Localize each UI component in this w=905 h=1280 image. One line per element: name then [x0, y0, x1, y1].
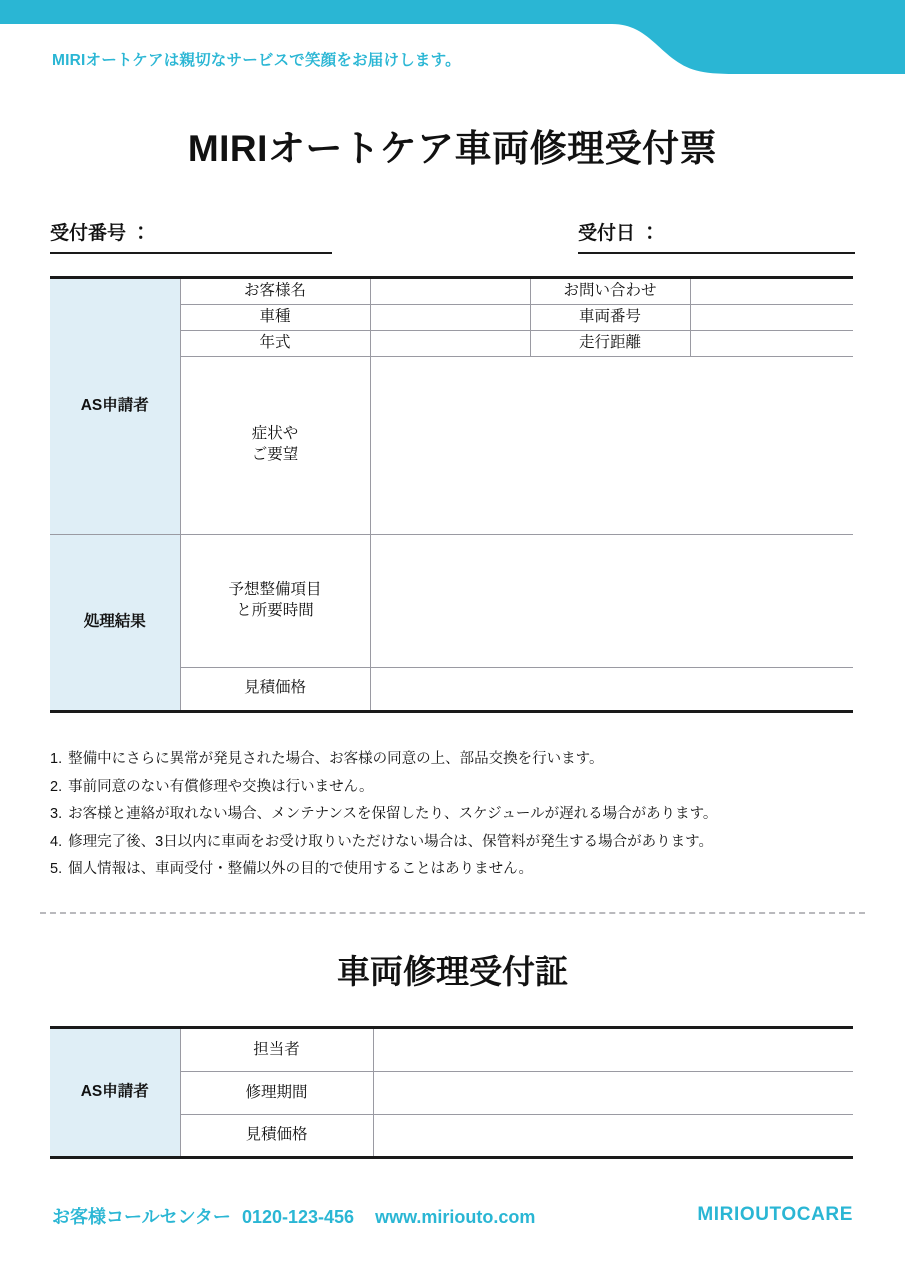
list-item — [50, 807, 870, 822]
label-symptom-line2: ご要望 — [251, 446, 299, 464]
header-tagline: MIRIオートケアは親切なサービスで笑顔をお届けします。 — [52, 52, 461, 69]
value-model-year[interactable] — [370, 330, 530, 356]
label-receipt-estimate-price: 見積価格 — [180, 1115, 373, 1158]
value-expected-work[interactable] — [370, 534, 853, 667]
label-symptom-request — [180, 356, 370, 534]
label-estimate-price: 見積価格 — [180, 667, 370, 711]
note-number: 2. — [50, 778, 63, 795]
label-repair-period: 修理期間 — [180, 1072, 373, 1115]
list-item — [50, 835, 870, 850]
tear-off-divider — [40, 912, 865, 914]
page-title: MIRIオートケア車両修理受付票 — [187, 128, 718, 169]
value-car-model[interactable] — [370, 304, 530, 330]
note-number: 3. — [50, 806, 63, 822]
category-result: 処理結果 — [50, 534, 180, 711]
value-customer-name[interactable] — [370, 278, 530, 305]
note-text: お客様と連絡が取れない場合、メンテナンスを保留したり、スケジュールが遅れる場合があります。 — [68, 806, 718, 822]
label-mileage: 走行距離 — [530, 330, 690, 356]
reception-date-label: 受付日 ： — [578, 223, 660, 244]
label-expected-line2: と所要時間 — [236, 601, 314, 619]
label-expected-line1: 予想整備項目 — [228, 580, 322, 598]
footer — [0, 1203, 905, 1237]
note-number: 4. — [50, 833, 63, 850]
value-repair-period[interactable] — [373, 1072, 853, 1115]
reception-number-field[interactable] — [50, 218, 332, 254]
value-symptom-request[interactable] — [370, 356, 853, 534]
receipt-title: 車両修理受付証 — [337, 953, 568, 990]
reception-date-field[interactable] — [578, 218, 855, 254]
website-link[interactable]: www.miriouto.com — [375, 1207, 536, 1227]
notes-list — [50, 752, 870, 890]
reception-fields — [0, 218, 905, 264]
note-number: 5. — [50, 861, 63, 877]
value-person-in-charge[interactable] — [373, 1028, 853, 1072]
table-row — [50, 534, 853, 667]
label-car-model: 車種 — [180, 304, 370, 330]
value-estimate-price[interactable] — [370, 667, 853, 711]
label-model-year: 年式 — [180, 330, 370, 356]
list-item — [50, 752, 870, 767]
table-row — [50, 1028, 853, 1072]
category-applicant: AS申請者 — [50, 278, 180, 535]
note-text: 事前同意のない有償修理や交換は行いません。 — [68, 778, 374, 795]
call-center-label: お客様コールセンター — [52, 1207, 231, 1227]
receipt-table — [50, 1026, 853, 1159]
label-person-in-charge: 担当者 — [180, 1028, 373, 1072]
brand-logo: MIRIOUTOCARE — [697, 1204, 853, 1225]
main-form-table — [50, 276, 853, 713]
value-vehicle-number[interactable] — [690, 304, 853, 330]
label-inquiry: お問い合わせ — [530, 278, 690, 305]
label-customer-name: お客様名 — [180, 278, 370, 305]
note-text: 整備中にさらに異常が発見された場合、お客様の同意の上、部品交換を行います。 — [68, 751, 604, 767]
value-receipt-estimate-price[interactable] — [373, 1115, 853, 1158]
receipt-category-applicant: AS申請者 — [50, 1028, 180, 1158]
list-item — [50, 780, 870, 795]
footer-contact — [52, 1203, 535, 1229]
call-center-phone[interactable]: 0120-123-456 — [241, 1207, 355, 1227]
note-text: 修理完了後、3日以内に車両をお受け取りいただけない場合は、保管料が発生する場合があります。 — [68, 833, 714, 850]
note-number: 1. — [50, 751, 63, 767]
label-symptom-line1: 症状や — [251, 425, 299, 443]
value-mileage[interactable] — [690, 330, 853, 356]
note-text: 個人情報は、車両受付・整備以外の目的で使用することはありません。 — [68, 861, 533, 877]
label-expected-work — [180, 534, 370, 667]
reception-number-label: 受付番号 ： — [50, 223, 151, 244]
list-item — [50, 862, 870, 877]
value-inquiry[interactable] — [690, 278, 853, 305]
label-vehicle-number: 車両番号 — [530, 304, 690, 330]
table-row — [50, 278, 853, 305]
